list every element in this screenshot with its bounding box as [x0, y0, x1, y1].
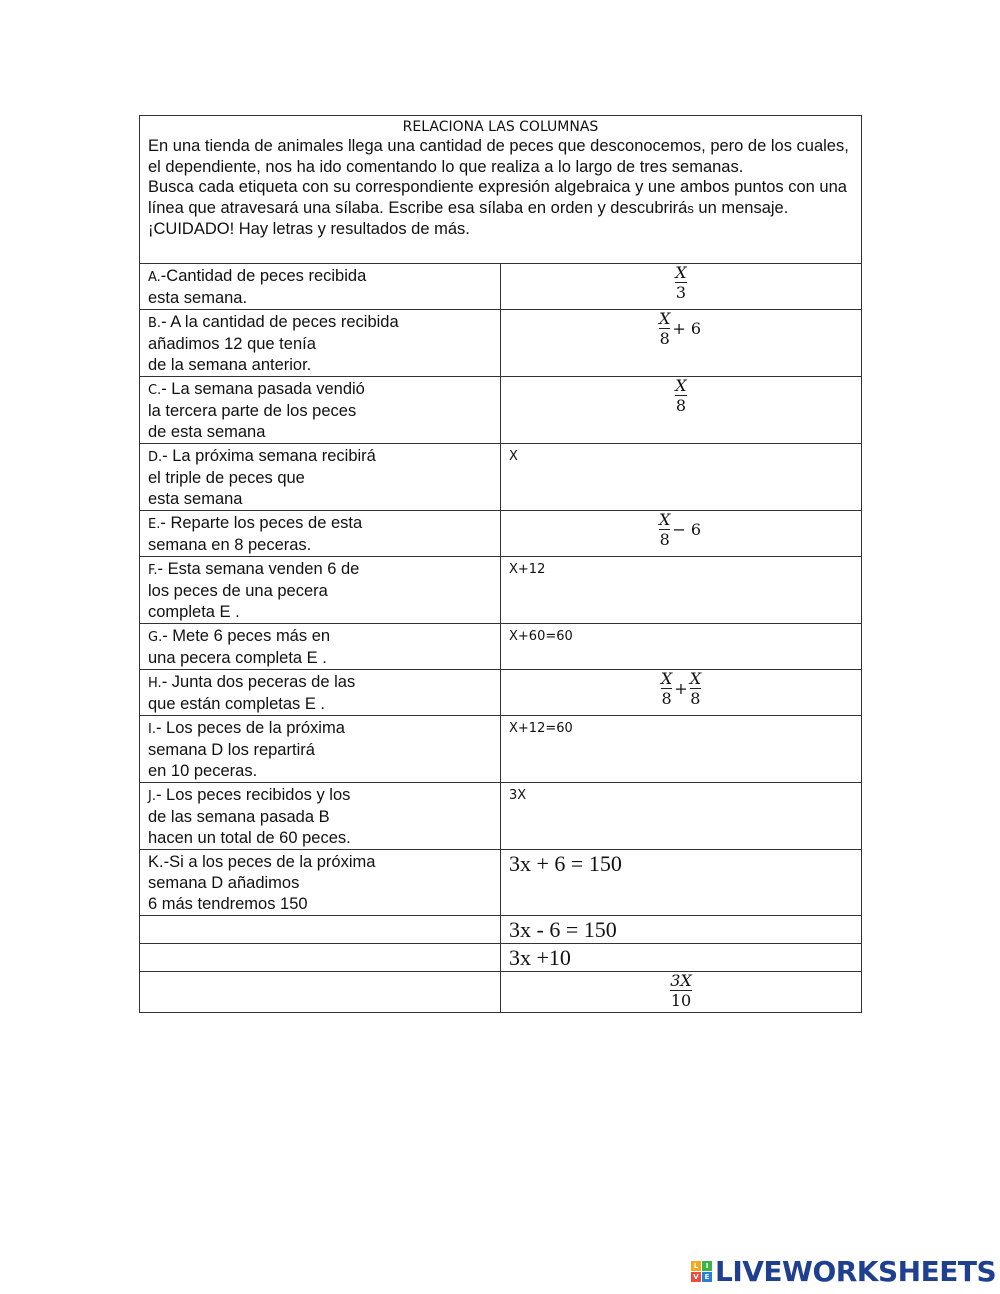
label-b[interactable]: B.- A la cantidad de peces recibida añadimos 12 que tenía de la semana anterior. — [140, 310, 501, 377]
label-d[interactable]: D.- La próxima semana recibirá el triple de peces que esta semana — [140, 444, 501, 511]
match-columns-table — [139, 115, 862, 1013]
logo-text: LIVEWORKSHEETS — [715, 1254, 997, 1288]
expression-x-over-3[interactable]: $\frac{X}{3}$ — [501, 264, 862, 310]
expression-3x-plus-10[interactable]: 3x +10 — [501, 944, 862, 972]
instructions-cell — [140, 116, 862, 264]
empty-label-cell — [140, 972, 501, 1013]
expression-3x-over-10[interactable]: $\frac{3X}{10}$ — [501, 972, 862, 1013]
expression-x-plus-60-eq-60[interactable]: X+60=60 — [501, 624, 862, 670]
instruction-paragraph: Busca cada etiqueta con su correspondiente expresión algebraica y une ambos puntos con una línea que atravesará una sílaba. Escribe esa sílaba en orden y descubrirás un mensaje. ¡CUIDADO! Hay letras y resultados de más. — [148, 178, 847, 238]
expression-3x[interactable]: 3X — [501, 783, 862, 850]
worksheet — [139, 115, 861, 1013]
logo-mark-icon: L I V E — [691, 1261, 712, 1282]
expression-x-over-8-minus-6[interactable]: $\frac{X}{8}$ − 6 — [501, 511, 862, 557]
empty-label-cell — [140, 916, 501, 944]
expression-x-plus-12[interactable]: X+12 — [501, 557, 862, 624]
intro-paragraph: En una tienda de animales llega una cantidad de peces que desconocemos, pero de los cuales, el dependiente, nos ha ido comentando lo que realiza a lo largo de tres semanas. — [148, 137, 849, 176]
label-k[interactable]: K.-Si a los peces de la próxima semana D añadimos 6 más tendremos 150 — [140, 850, 501, 916]
label-j[interactable]: J.- Los peces recibidos y los de las semana pasada B hacen un total de 60 peces. — [140, 783, 501, 850]
label-i[interactable]: I.- Los peces de la próxima semana D los repartirá en 10 peceras. — [140, 716, 501, 783]
expression-3x-plus-6-eq-150[interactable]: 3x + 6 = 150 — [501, 850, 862, 916]
expression-x-plus-12-eq-60[interactable]: X+12=60 — [501, 716, 862, 783]
label-e[interactable]: E.- Reparte los peces de esta semana en 8 peceras. — [140, 511, 501, 557]
liveworksheets-logo — [691, 1255, 996, 1287]
expression-x-over-8-plus-x-over-8[interactable]: $\frac{X}{8}$ + $\frac{X}{8}$ — [501, 670, 862, 716]
expression-x-over-8-plus-6[interactable]: $\frac{X}{8}$ + 6 — [501, 310, 862, 377]
expression-x[interactable]: X — [501, 444, 862, 511]
empty-label-cell — [140, 944, 501, 972]
label-h[interactable]: H.- Junta dos peceras de las que están completas E . — [140, 670, 501, 716]
expression-x-over-8[interactable]: $\frac{X}{8}$ — [501, 377, 862, 444]
expression-3x-minus-6-eq-150[interactable]: 3x - 6 = 150 — [501, 916, 862, 944]
label-c[interactable]: C.- La semana pasada vendió la tercera parte de los peces de esta semana — [140, 377, 501, 444]
label-a[interactable]: A.-Cantidad de peces recibida esta semana. — [140, 264, 501, 310]
label-f[interactable]: F.- Esta semana venden 6 de los peces de una pecera completa E . — [140, 557, 501, 624]
label-g[interactable]: G.- Mete 6 peces más en una pecera completa E . — [140, 624, 501, 670]
worksheet-title: RELACIONA LAS COLUMNAS — [402, 119, 599, 135]
